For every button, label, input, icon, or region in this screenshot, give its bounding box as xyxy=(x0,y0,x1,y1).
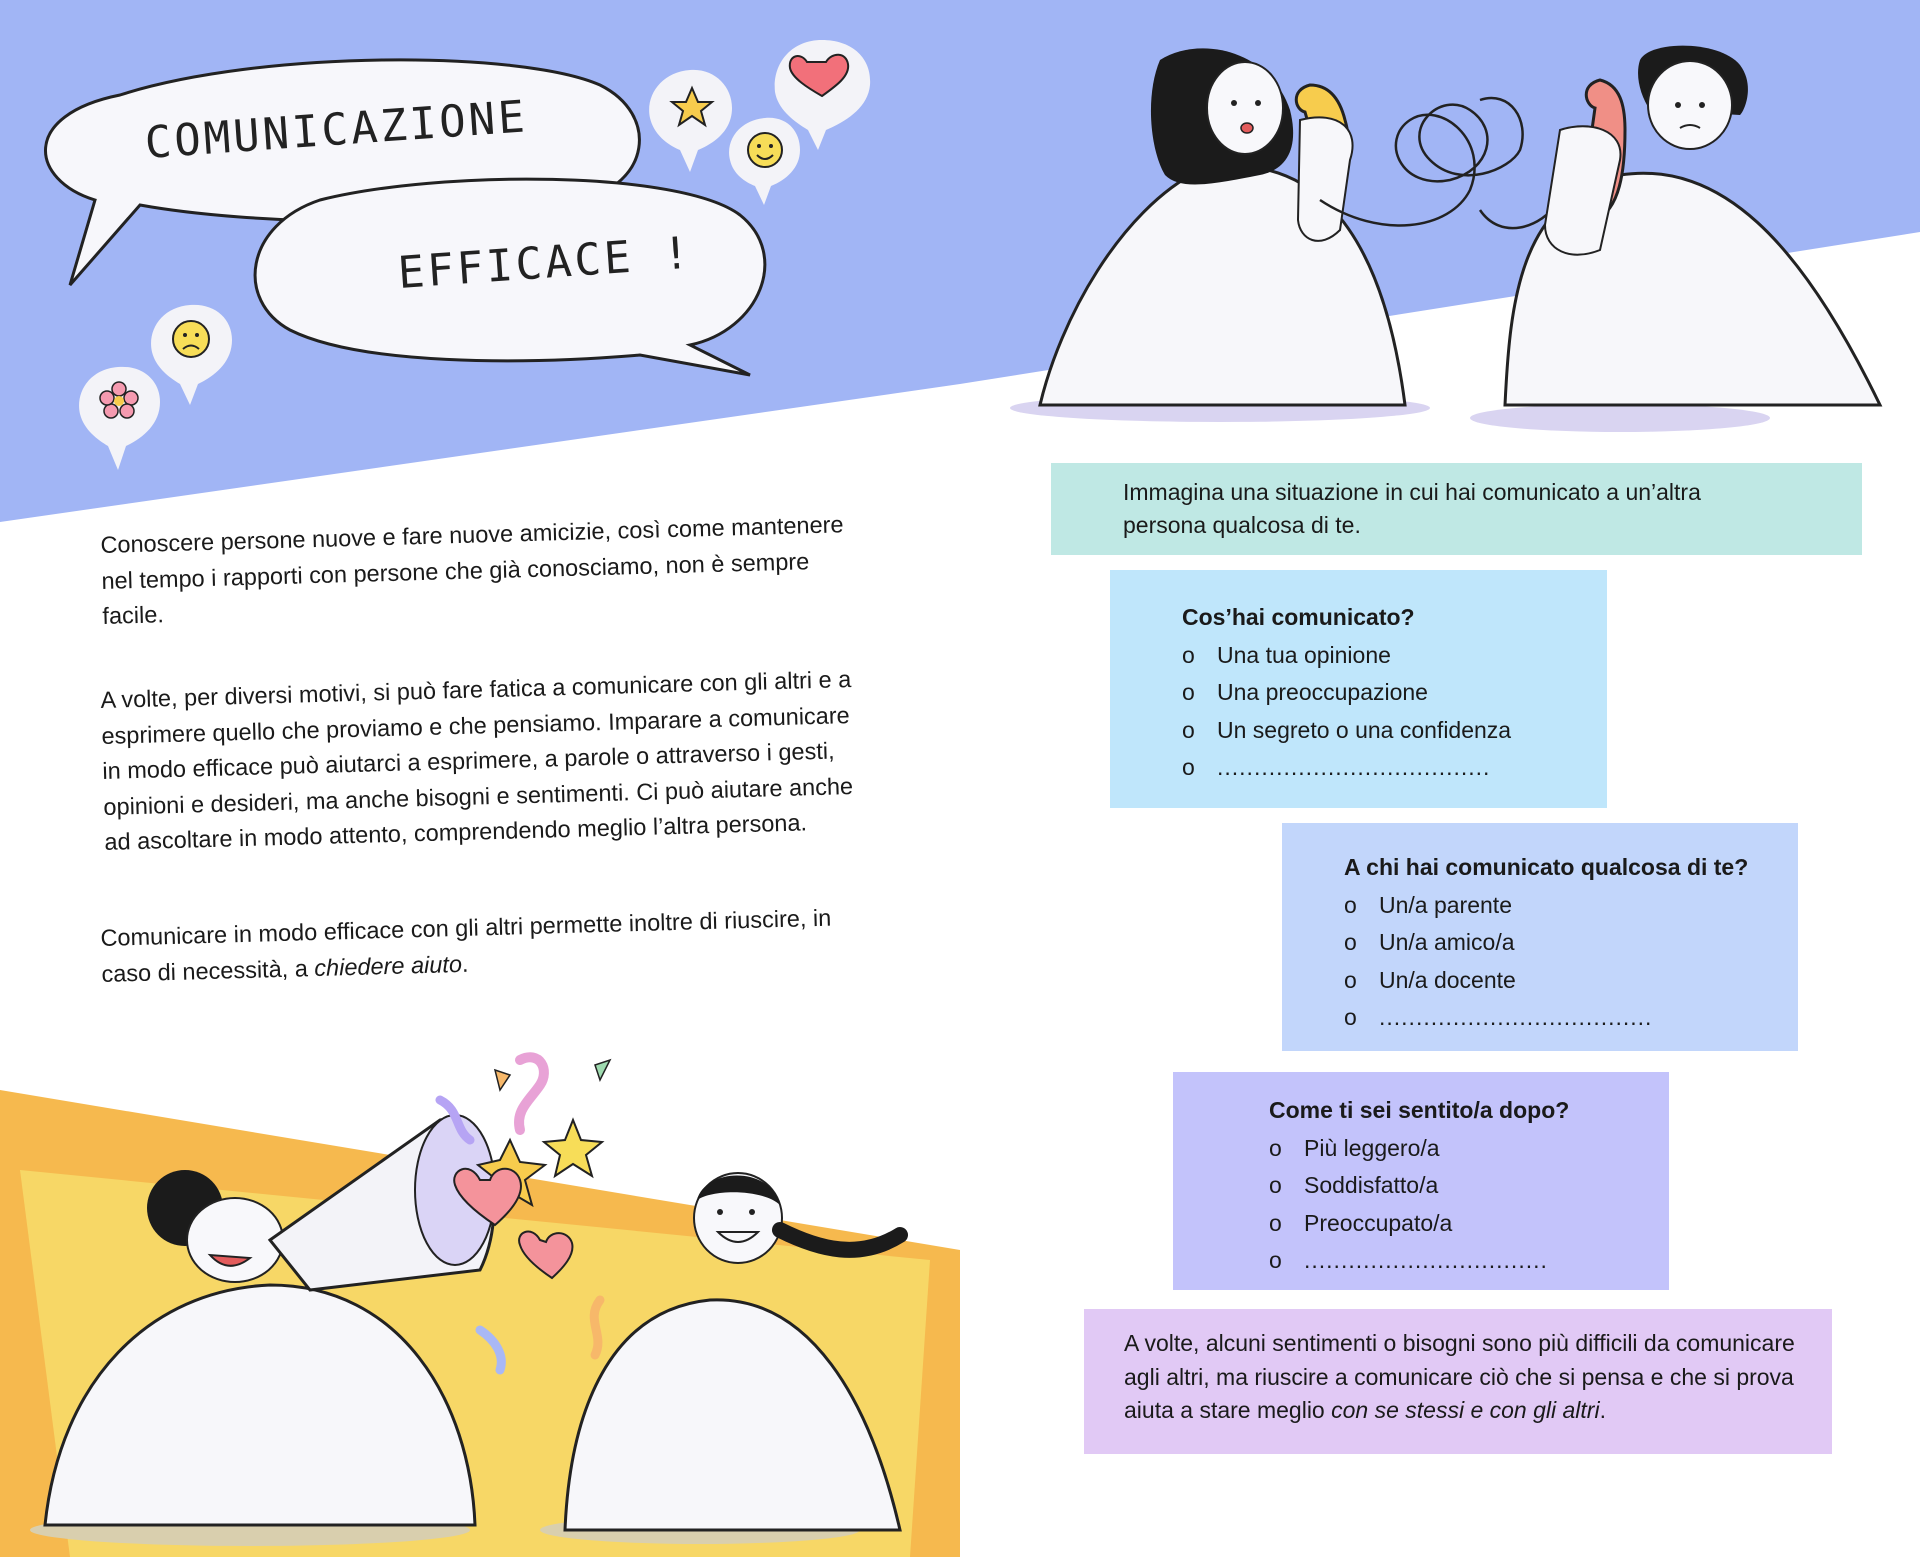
star-confetti-icon xyxy=(544,1120,602,1176)
option-item[interactable] xyxy=(1182,674,1607,712)
option-label: Più leggero/a xyxy=(1304,1134,1440,1161)
closing-text-main: A volte, alcuni sentimenti o bisogni sono più difficili da comunicare agli altri, ma riuscire a comunicare ciò che si pensa e che si prova aiuta a stare meglio xyxy=(1124,1330,1795,1423)
intro-paragraph-2: A volte, per diversi motivi, si può fare fatica a comunicare con gli altri e a esprimere quello che proviamo e che pensiamo. Imparare a comunicare in modo efficace può aiutarci a esprimere, a parole o attraverso i gesti, opinioni e desideri, ma anche bisogni e sentimenti. Ci può aiutare anche ad ascoltare in modo attento, comprendendo meglio l’altra persona. xyxy=(100,666,854,855)
exercise-prompt-box xyxy=(1051,463,1862,555)
title-line-2: EFFICACE ! xyxy=(396,227,694,299)
closing-text-end: . xyxy=(1599,1397,1606,1423)
checkbox-bullet-icon[interactable]: o xyxy=(1182,641,1195,668)
checkbox-bullet-icon[interactable]: o xyxy=(1182,679,1195,705)
option-item[interactable] xyxy=(1344,887,1798,925)
option-item[interactable] xyxy=(1182,712,1607,750)
option-item[interactable] xyxy=(1269,1167,1669,1205)
checkbox-bullet-icon[interactable]: o xyxy=(1269,1172,1282,1198)
option-label: Un/a parente xyxy=(1379,891,1512,918)
option-label: Un/a amico/a xyxy=(1379,929,1515,955)
question-box-feeling xyxy=(1173,1072,1669,1290)
checkbox-bullet-icon[interactable]: o xyxy=(1344,929,1357,955)
option-item[interactable] xyxy=(1344,924,1798,962)
exercise-prompt-text: Immagina una situazione in cui hai comunicato a un’altra persona qualcosa di te. xyxy=(1123,479,1701,538)
closing-text-emphasis: con se stessi e con gli altri xyxy=(1331,1397,1600,1423)
intro-paragraph-3-end: . xyxy=(461,950,469,977)
closing-text xyxy=(1124,1327,1814,1428)
checkbox-bullet-icon[interactable]: o xyxy=(1344,891,1357,918)
option-label: Un/a docente xyxy=(1379,966,1516,993)
intro-paragraph-3-emphasis: chiedere aiuto xyxy=(313,950,463,981)
option-item-blank[interactable] xyxy=(1269,1242,1669,1280)
checkbox-bullet-icon[interactable]: o xyxy=(1269,1209,1282,1236)
intro-paragraph-1: Conoscere persone nuove e fare nuove amicizie, così come mantenere nel tempo i rapporti con persone che già conosciamo, non è sempre facile. xyxy=(100,511,844,629)
option-item[interactable] xyxy=(1269,1205,1669,1243)
closing-box xyxy=(1084,1309,1832,1454)
question-box-who xyxy=(1282,823,1798,1051)
question-title: Cos’hai comunicato? xyxy=(1182,604,1415,630)
boy-face xyxy=(1648,61,1732,149)
option-label: Preoccupato/a xyxy=(1304,1209,1453,1236)
checkbox-bullet-icon[interactable]: o xyxy=(1182,754,1195,780)
option-label: Una tua opinione xyxy=(1217,641,1391,668)
option-item-blank[interactable] xyxy=(1182,749,1607,787)
checkbox-bullet-icon[interactable]: o xyxy=(1269,1247,1282,1273)
checkbox-bullet-icon[interactable]: o xyxy=(1182,716,1195,743)
question-box-what xyxy=(1110,570,1607,808)
fill-in-line[interactable]: ................................. xyxy=(1304,1247,1548,1273)
question-title: Come ti sei sentito/a dopo? xyxy=(1269,1097,1570,1123)
option-label: Un segreto o una confidenza xyxy=(1217,716,1512,743)
title-line-1: COMUNICAZIONE xyxy=(143,91,530,169)
option-label: Una preoccupazione xyxy=(1217,679,1428,705)
option-item[interactable] xyxy=(1269,1130,1669,1168)
option-label: Soddisfatto/a xyxy=(1304,1172,1439,1198)
option-item[interactable] xyxy=(1344,962,1798,1000)
checkbox-bullet-icon[interactable]: o xyxy=(1344,1004,1357,1030)
option-item-blank[interactable] xyxy=(1344,999,1798,1037)
checkbox-bullet-icon[interactable]: o xyxy=(1269,1134,1282,1161)
fill-in-line[interactable]: ..................................... xyxy=(1217,754,1491,780)
girl-face xyxy=(1207,62,1283,154)
question-title: A chi hai comunicato qualcosa di te? xyxy=(1344,854,1749,880)
intro-paragraph-3-text: Comunicare in modo efficace con gli altri permette inoltre di riuscire, in caso di necessità, a xyxy=(100,904,832,987)
option-item[interactable] xyxy=(1182,637,1607,675)
checkbox-bullet-icon[interactable]: o xyxy=(1344,966,1357,993)
fill-in-line[interactable]: ..................................... xyxy=(1379,1004,1653,1030)
